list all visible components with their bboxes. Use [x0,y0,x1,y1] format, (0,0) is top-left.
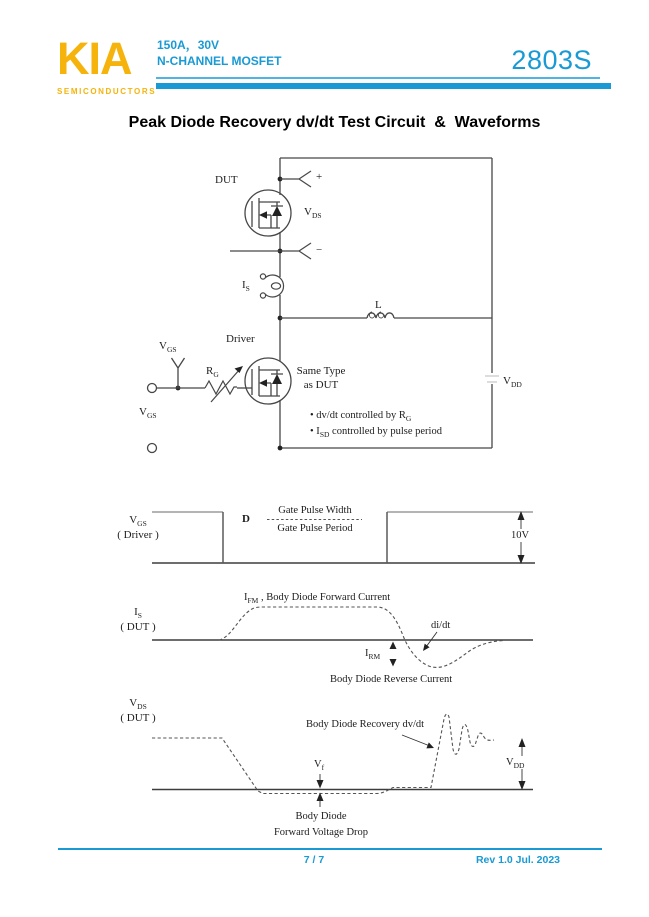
vgs-left-label: $V_{GS}$ [139,406,157,421]
gate-amplitude-label: 10V [511,530,530,541]
supply-rails [280,158,492,448]
dut-mosfet-symbol [245,190,291,236]
same-type-label: Same Type as DUT [296,365,346,391]
revision-label: Rev 1.0 Jul. 2023 [475,854,560,866]
gate-waveform [152,512,535,563]
vgs-probe-label: $V_{GS}$ [159,340,177,355]
duty-cycle-label: D [242,513,250,525]
dut-label: DUT [215,174,238,186]
vf-label: $V_f$ [314,759,325,773]
forward-voltage-drop-label: Forward Voltage Drop [273,827,369,838]
vds-minus-probe [230,243,311,259]
vdd-amplitude-label: $V_{DD}$ [506,757,525,771]
probe-plus-label: + [316,171,323,183]
recovery-arrow [402,735,434,748]
current-waveform [152,607,533,667]
circuit-note-2: • $I_{SD}$ controlled by pulse period [310,426,442,440]
recovery-dvdt-label: Body Diode Recovery dv/dt [306,719,425,730]
circuit-note-1: • dv/dt controlled by $R_G$ [310,410,412,424]
voltage-axis-label: $V_{DS}$ ( DUT ) [120,697,156,724]
current-axis-label: $I_S$ ( DUT ) [120,606,156,633]
rating-line2: N-CHANNEL MOSFET [157,54,282,68]
inductor-label: L [375,299,382,311]
vf-arrows [317,774,324,807]
forward-current-label: $I_{FM}$ , Body Diode Forward Current [244,592,391,606]
didt-arrow [423,632,437,651]
page-title: Peak Diode Recovery dv/dt Test Circuit & Waveforms [128,114,541,131]
irm-label: $I_{RM}$ [365,648,381,662]
didt-label: di/dt [431,620,451,631]
page-number: 7 / 7 [303,854,325,866]
driver-gate-wiring [148,358,253,453]
rg-arrowhead [235,366,244,373]
vds-plus-probe [280,171,311,187]
rating-line1: 150A，30V [157,38,220,52]
driver-mosfet-symbol [245,358,291,404]
irm-arrows [390,642,397,667]
gate-axis-label: $V_{GS}$ ( Driver ) [117,514,159,541]
reverse-current-label: Body Diode Reverse Current [330,674,453,685]
rg-label: $R_G$ [206,365,219,380]
probe-minus-label: − [316,244,323,256]
vdd-label: $V_{DD}$ [503,375,522,390]
kia-logo: KIA [57,33,132,84]
current-probe-symbol [260,274,283,298]
gate-pulse-width-label: Gate Pulse Width [278,505,352,516]
inductor-symbol [280,312,492,318]
driver-label: Driver [226,333,255,345]
vdd-source-ticks [485,376,499,382]
kia-logo-subtitle: SEMICONDUCTORS [57,87,157,96]
is-label: $I_S$ [242,279,250,294]
vds-label: $V_{DS}$ [304,206,322,221]
footer-rule [58,848,602,850]
part-number: 2803S [511,45,592,75]
gate-pulse-period-label: Gate Pulse Period [277,523,353,534]
body-diode-label: Body Diode [295,811,347,822]
